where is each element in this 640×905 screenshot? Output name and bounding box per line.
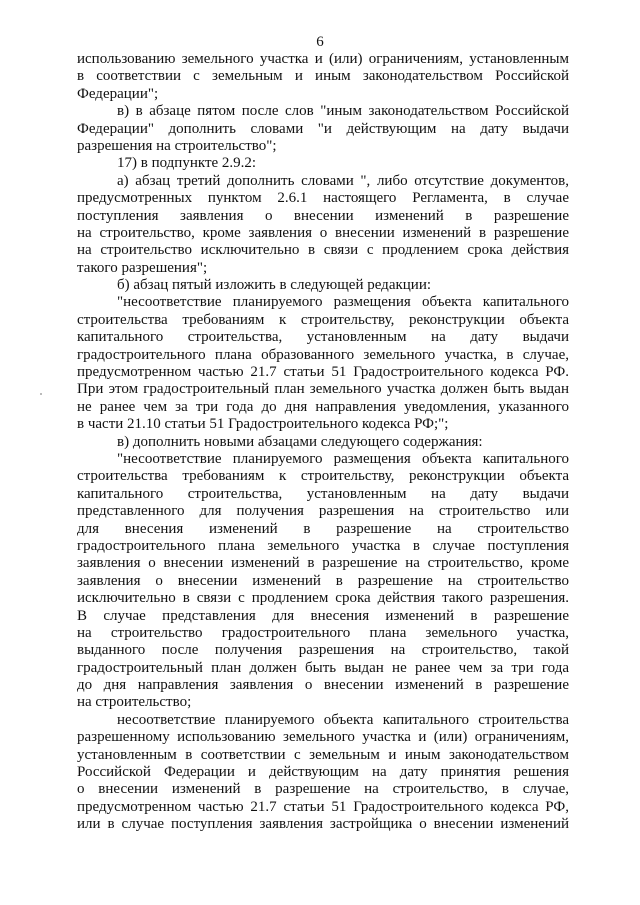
text-line: При этом градостроительный план земельного участка должен быть выдан <box>77 381 569 398</box>
text-line: на строительство; <box>77 694 192 711</box>
text-line: Федерации"; <box>77 85 159 102</box>
text-line: для внесения изменений в разрешение на строительство <box>77 520 569 537</box>
text-line: "несоответствие планируемого размещения объекта капитального <box>117 450 569 467</box>
text-line: использованию земельного участка и (или) ограничениям, установленным <box>77 51 569 67</box>
text-line: установленным в соответствии с земельным и иным законодательством <box>77 746 569 763</box>
text-line: предусмотренном частью 21.7 статьи 51 Градостроительного кодекса РФ, <box>77 798 569 815</box>
text-line: "несоответствие планируемого размещения объекта капитального <box>117 294 569 311</box>
text-line: в части 21.10 статьи 51 Градостроительного кодекса РФ;"; <box>77 416 449 433</box>
text-line: в) дополнить новыми абзацами следующего содержания: <box>117 433 483 450</box>
text-line: Российской Федерации и действующим на дату принятия решения <box>77 764 569 781</box>
text-line: строительства требованиям к строительству, реконструкции объекта <box>77 311 569 328</box>
text-line: в) в абзаце пятом после слов "иным законодательством Российской <box>117 103 569 120</box>
text-line: не ранее чем за три года до дня направления уведомления, указанного <box>77 398 569 415</box>
text-line: капитального строительства, установленным на дату выдачи <box>77 329 569 346</box>
text-line: заявления о внесении изменений в разрешение на строительство <box>77 572 569 589</box>
text-line: выданного после получения разрешения на строительство, такой <box>77 642 569 659</box>
text-line: исключительно в связи с продлением срока действия такого разрешения. <box>77 590 569 607</box>
text-line: в соответствии с земельным и иным законодательством Российской <box>77 68 569 85</box>
text-line: 17) в подпункте 2.9.2: <box>117 155 257 172</box>
text-line: разрешенному использованию земельного участка и (или) ограничениям, <box>77 729 569 746</box>
text-line: поступления заявления о внесении изменений в разрешение <box>77 207 569 224</box>
text-line: или в случае поступления заявления застройщика о внесении изменений <box>77 816 569 833</box>
text-line: градостроительного плана земельного участка в случае поступления <box>77 537 569 554</box>
document-body <box>77 51 569 834</box>
text-line: несоответствие планируемого объекта капитального строительства <box>117 711 569 728</box>
text-line: Федерации" дополнить словами "и действующим на дату выдачи <box>77 120 569 137</box>
text-line: разрешения на строительство"; <box>77 137 277 154</box>
text-line: о внесении изменений в разрешение на строительство, в случае, <box>77 781 569 798</box>
text-line: капитального строительства, установленным на дату выдачи <box>77 485 569 502</box>
text-line: на строительство исключительно в связи с продлением срока действия <box>77 242 569 259</box>
text-line: предусмотренных пунктом 2.6.1 настоящего Регламента, в случае <box>77 190 569 207</box>
page-number: 6 <box>316 34 324 50</box>
text-line: предусмотренном частью 21.7 статьи 51 Градостроительного кодекса РФ. <box>77 364 569 381</box>
text-line: на строительство, кроме заявления о внесении изменений в разрешение <box>77 224 569 241</box>
text-line: строительства требованиям к строительству, реконструкции объекта <box>77 468 569 485</box>
text-line: б) абзац пятый изложить в следующей редакции: <box>117 277 432 294</box>
text-line: а) абзац третий дополнить словами ", либо отсутствие документов, <box>117 172 569 189</box>
text-line: представленного для получения разрешения на строительство или <box>77 503 569 520</box>
text-line: на строительство градостроительного плана земельного участка, <box>77 624 569 641</box>
text-line: до дня направления заявления о внесении изменений в разрешение <box>77 677 569 694</box>
text-line: заявления о внесении изменений в разрешение на строительство, кроме <box>77 555 569 572</box>
text-line: В случае представления для внесения изменений в разрешение <box>77 607 569 624</box>
text-line: градостроительный план должен быть выдан не ранее чем за три года <box>77 659 569 676</box>
scan-speck <box>40 393 42 395</box>
text-line: градостроительного плана образованного земельного участка, в случае, <box>77 346 569 363</box>
text-line: такого разрешения"; <box>77 259 208 276</box>
